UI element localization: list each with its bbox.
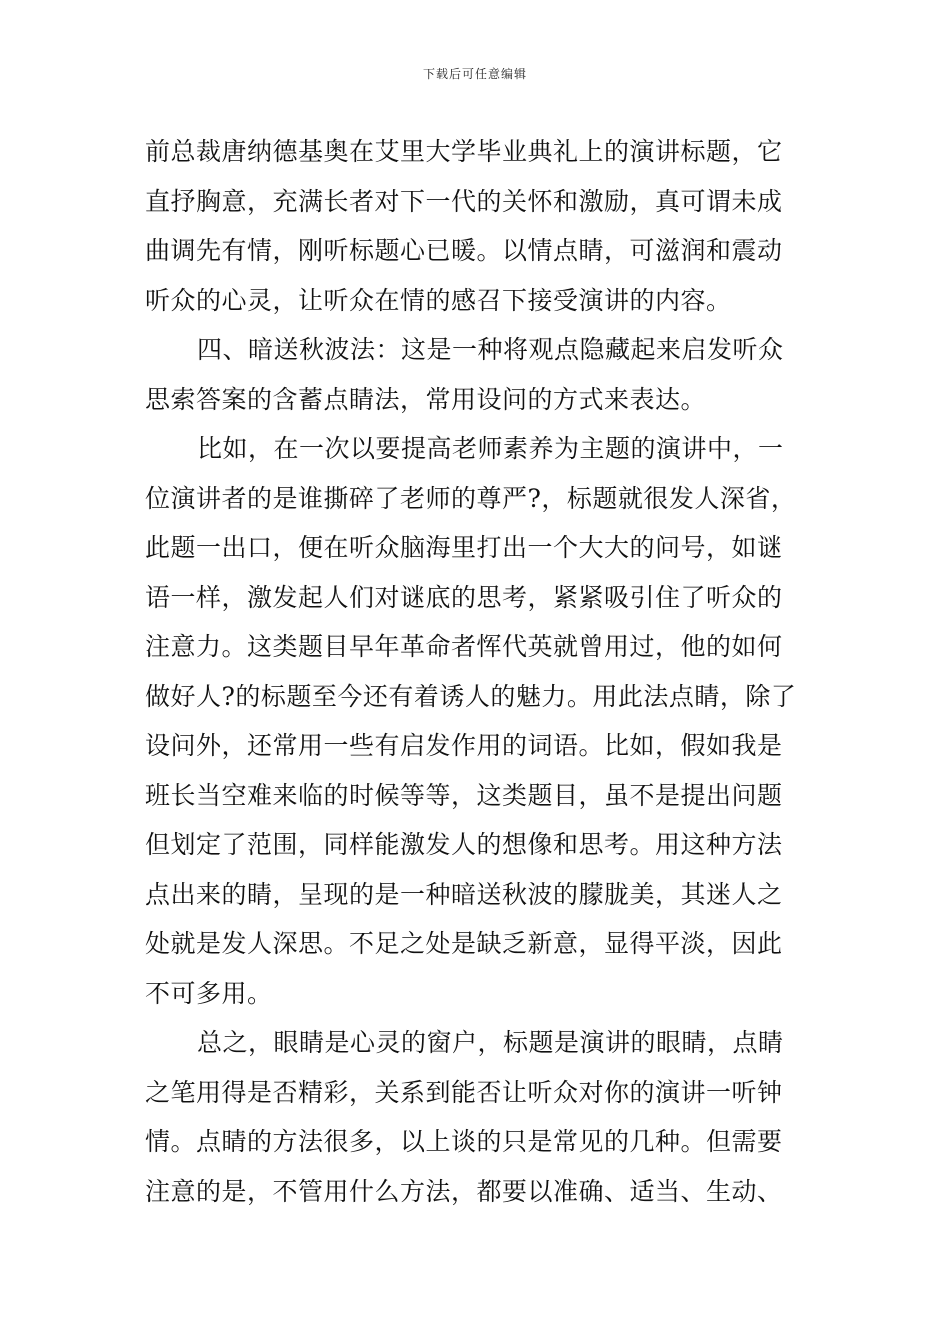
text-line: 前总裁唐纳德基奥在艾里大学毕业典礼上的演讲标题，它 [145,137,783,166]
text-line: 语一样，激发起人们对谜底的思考，紧紧吸引住了听众的 [145,582,783,612]
text-line: 注意力。这类题目早年革命者恽代英就曾用过，他的如何 [145,632,783,661]
text-line: 处就是发人深思。不足之处是缺乏新意，显得平淡，因此 [145,929,783,958]
text-line: 做好人?的标题至今还有着诱人的魅力。用此法点睛，除了 [145,681,797,711]
document-body [145,127,810,1216]
text-line: 不可多用。 [145,978,273,1008]
text-line: 总之，眼睛是心灵的窗户，标题是演讲的眼睛，点睛 [197,1028,784,1057]
text-line: 听众的心灵，让听众在情的感召下接受演讲的内容。 [145,285,732,315]
text-line: 点出来的睛，呈现的是一种暗送秋波的朦胧美，其迷人之 [145,879,783,909]
text-line: 四、暗送秋波法：这是一种将观点隐藏起来启发听众 [197,335,784,364]
text-line: 之笔用得是否精彩，关系到能否让听众对你的演讲一听钟 [145,1077,783,1107]
text-line: 情。点睛的方法很多，以上谈的只是常见的几种。但需要 [145,1127,783,1156]
text-line: 注意的是，不管用什么方法，都要以准确、适当、生动、 [145,1176,783,1206]
text-line: 设问外，还常用一些有启发作用的词语。比如，假如我是 [145,731,783,760]
text-line: 班长当空难来临的时候等等，这类题目，虽不是提出问题 [145,780,783,810]
page-header: 下载后可任意编辑 [422,67,527,81]
text-line: 位演讲者的是谁撕碎了老师的尊严?，标题就很发人深省， [145,483,797,513]
text-line: 此题一出口，便在听众脑海里打出一个大大的问号，如谜 [145,533,783,562]
text-line: 比如，在一次以要提高老师素养为主题的演讲中，一 [197,434,784,463]
text-line: 直抒胸意，充满长者对下一代的关怀和激励，真可谓未成 [145,186,783,216]
text-line: 思索答案的含蓄点睛法，常用设问的方式来表达。 [145,384,707,414]
text-line: 曲调先有情，刚听标题心已暖。以情点睛，可滋润和震动 [145,236,783,265]
text-line: 但划定了范围，同样能激发人的想像和思考。用这种方法 [145,830,783,859]
